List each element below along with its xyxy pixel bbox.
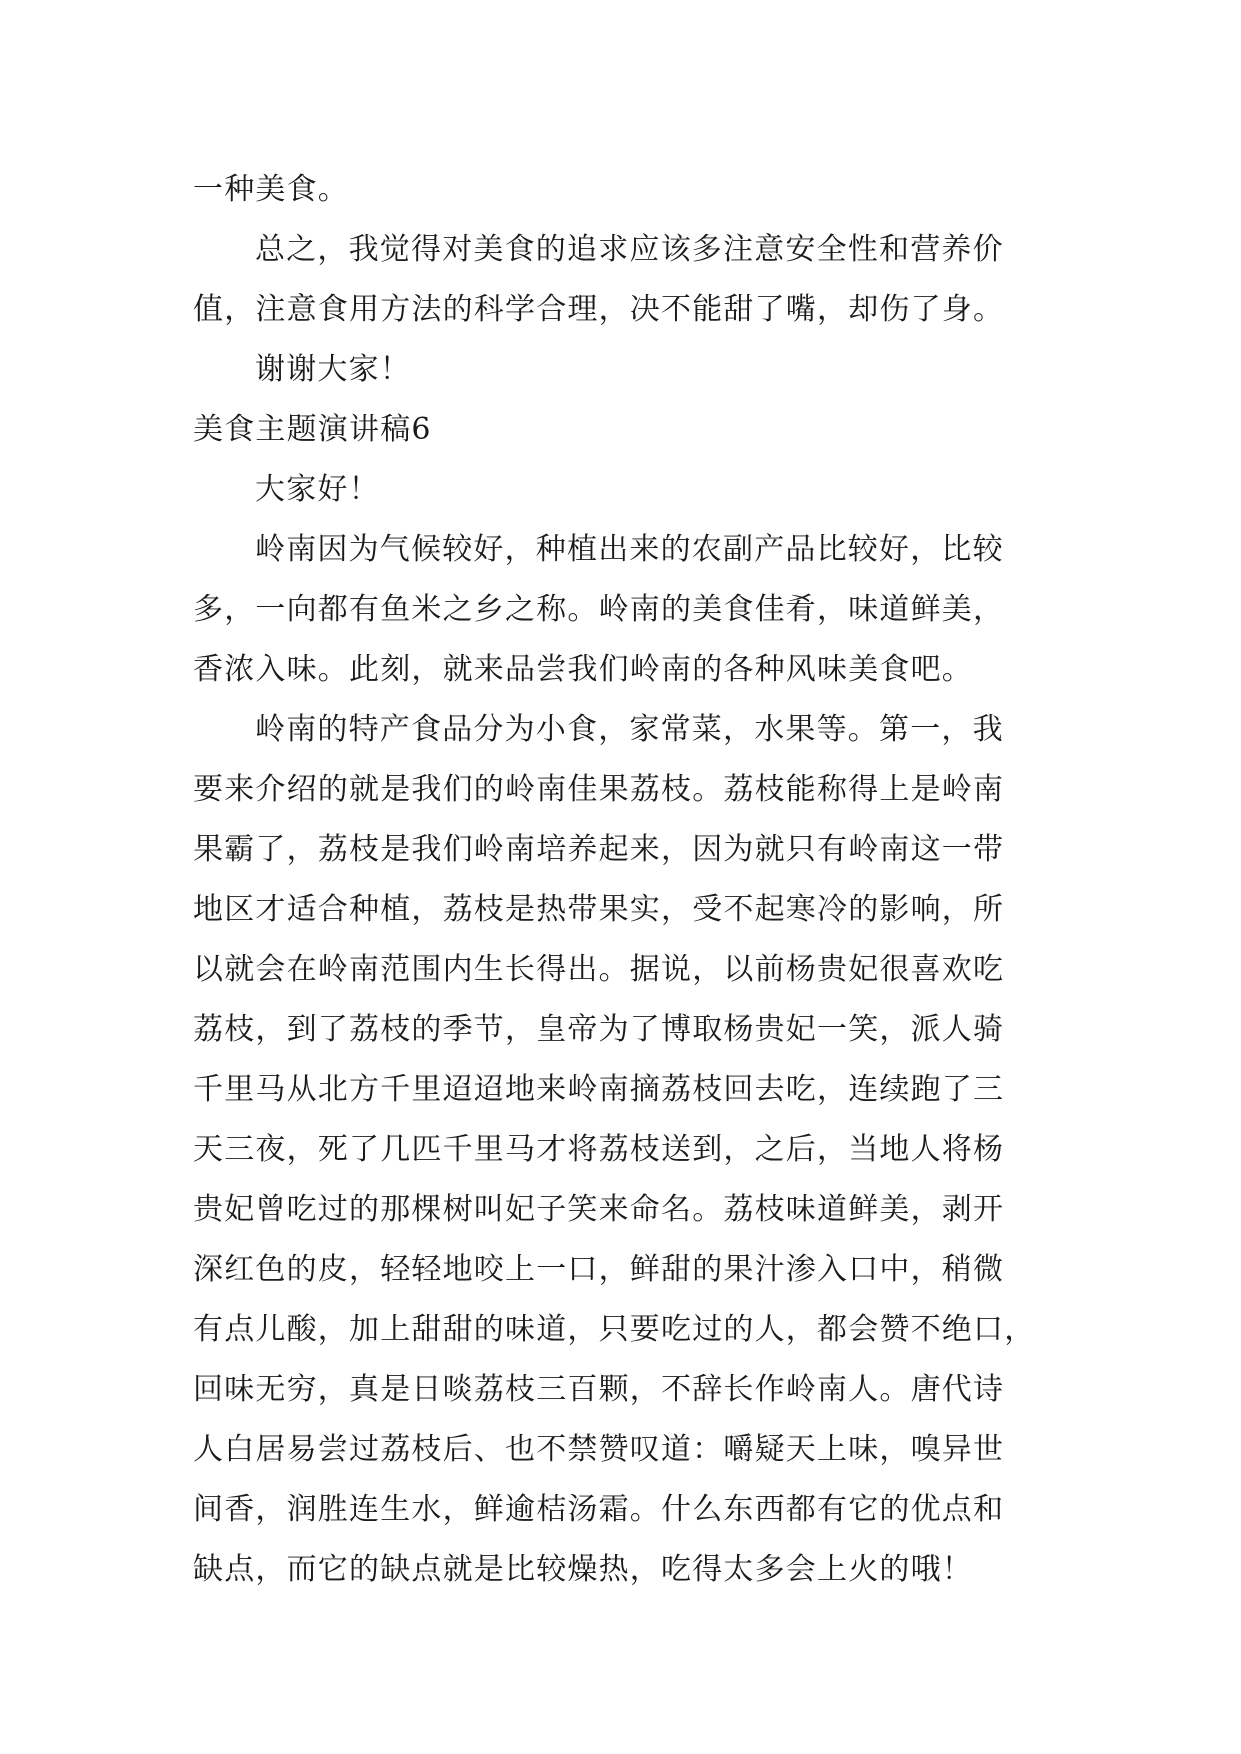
text-line: 谢谢大家！ xyxy=(255,352,411,387)
text-line: 千里马从北方千里迢迢地来岭南摘荔枝回去吃，连续跑了三 xyxy=(193,1072,1005,1107)
text-line: 人白居易尝过荔枝后、也不禁赞叹道：嚼疑天上味，嗅异世 xyxy=(193,1432,1005,1467)
text-line: 大家好！ xyxy=(255,472,380,507)
text-line: 有点儿酸，加上甜甜的味道，只要吃过的人，都会赞不绝口， xyxy=(193,1312,1036,1347)
text-line: 果霸了，荔枝是我们岭南培养起来，因为就只有岭南这一带 xyxy=(193,832,1005,867)
text-line: 回味无穷，真是日啖荔枝三百颗，不辞长作岭南人。唐代诗 xyxy=(193,1372,1005,1407)
text-line: 多，一向都有鱼米之乡之称。岭南的美食佳肴，味道鲜美， xyxy=(193,592,1005,627)
text-line: 以就会在岭南范围内生长得出。据说，以前杨贵妃很喜欢吃 xyxy=(193,952,1005,987)
text-line: 岭南因为气候较好，种植出来的农副产品比较好，比较 xyxy=(255,532,1004,567)
document-body xyxy=(193,160,1093,1600)
text-line: 一种美食。 xyxy=(193,172,349,207)
text-line: 天三夜，死了几匹千里马才将荔枝送到，之后，当地人将杨 xyxy=(193,1132,1005,1167)
text-line: 香浓入味。此刻，就来品尝我们岭南的各种风味美食吧。 xyxy=(193,652,973,687)
text-line: 缺点，而它的缺点就是比较燥热，吃得太多会上火的哦！ xyxy=(193,1552,973,1587)
text-line: 值，注意食用方法的科学合理，决不能甜了嘴，却伤了身。 xyxy=(193,292,1005,327)
text-line: 总之，我觉得对美食的追求应该多注意安全性和营养价 xyxy=(255,232,1004,267)
text-line: 要来介绍的就是我们的岭南佳果荔枝。荔枝能称得上是岭南 xyxy=(193,772,1005,807)
text-line: 荔枝，到了荔枝的季节，皇帝为了博取杨贵妃一笑，派人骑 xyxy=(193,1012,1005,1047)
text-line: 间香，润胜连生水，鲜逾桔汤霜。什么东西都有它的优点和 xyxy=(193,1492,1005,1527)
section-heading: 美食主题演讲稿6 xyxy=(193,412,432,447)
text-line: 地区才适合种植，荔枝是热带果实，受不起寒冷的影响，所 xyxy=(193,892,1005,927)
text-line: 贵妃曾吃过的那棵树叫妃子笑来命名。荔枝味道鲜美，剥开 xyxy=(193,1192,1005,1227)
text-line: 岭南的特产食品分为小食，家常菜，水果等。第一，我 xyxy=(255,712,1004,747)
text-line: 深红色的皮，轻轻地咬上一口，鲜甜的果汁渗入口中，稍微 xyxy=(193,1252,1005,1287)
